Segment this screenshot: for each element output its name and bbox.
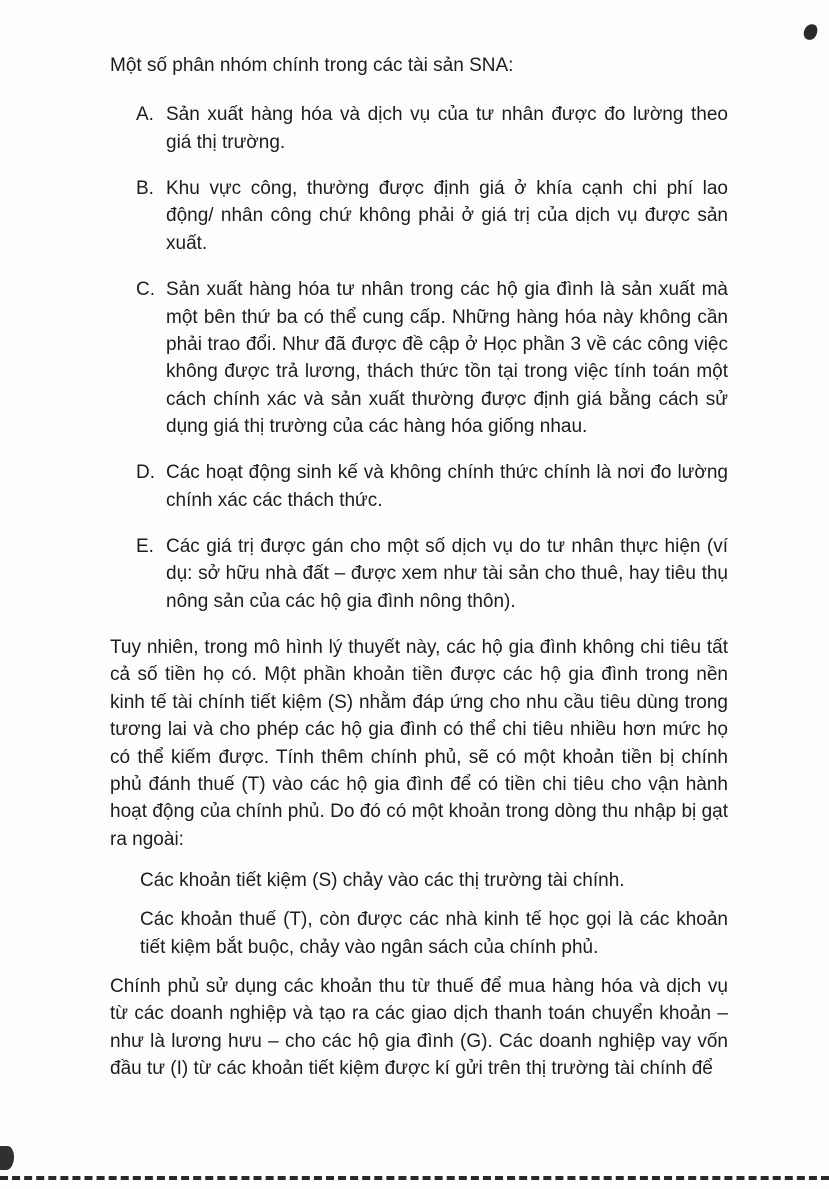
list-item-label: B.	[136, 178, 154, 200]
list-item-text: Các giá trị được gán cho một số dịch vụ do tư nhân thực hiện (ví dụ: sở hữu nhà đất – được xem như tài sản cho thuê, hay tiêu thụ nông sản của các hộ gia đình nông thôn).	[166, 536, 728, 612]
list-item-text: Sản xuất hàng hóa và dịch vụ của tư nhân được đo lường theo giá thị trường.	[166, 104, 728, 153]
list-item-c	[136, 276, 728, 440]
indented-paragraph-taxes: Các khoản thuế (T), còn được các nhà kinh tế học gọi là các khoản tiết kiệm bắt buộc, chảy vào ngân sách của chính phủ.	[140, 909, 728, 958]
list-item-d	[136, 459, 728, 514]
scan-artifact-top-right	[802, 23, 818, 41]
indented-paragraph-savings: Các khoản tiết kiệm (S) chảy vào các thị trường tài chính.	[140, 869, 625, 891]
list-item-label: D.	[136, 462, 155, 484]
list-item-a	[136, 101, 728, 156]
list-item-text: Các hoạt động sinh kế và không chính thức chính là nơi đo lường chính xác các thách thức.	[166, 462, 728, 511]
paragraph-savings-taxes: Tuy nhiên, trong mô hình lý thuyết này, các hộ gia đình không chi tiêu tất cả số tiền họ có. Một phần khoản tiền được các hộ gia đình trong nền kinh tế tài chính tiết kiệm (S) nhằm đáp ứng cho nhu cầu tiêu dùng trong tương lai và cho phép các hộ gia đình có thể chi tiêu nhiều hơn mức họ có thể kiếm được. Tính thêm chính phủ, sẽ có một khoản tiền bị chính phủ đánh thuế (T) vào các hộ gia đình để có tiền chi tiêu cho vận hành hoạt động của chính phủ. Do đó có một khoản trong dòng thu nhập bị gạt ra ngoài:	[110, 637, 728, 850]
intro-paragraph: Một số phân nhóm chính trong các tài sản SNA:	[110, 55, 514, 76]
list-item-label: C.	[136, 279, 155, 301]
list-item-e	[136, 533, 728, 615]
scan-artifact-bottom-dashed-line	[0, 1176, 829, 1180]
scan-artifact-bottom-left	[0, 1146, 14, 1170]
page-content	[110, 52, 728, 1083]
list-item-label: E.	[136, 536, 154, 558]
list-item-label: A.	[136, 104, 154, 126]
list-item-text: Khu vực công, thường được định giá ở khía cạnh chi phí lao động/ nhân công chứ không phải ở giá trị của dịch vụ được sản xuất.	[166, 178, 728, 254]
paragraph-government-spending: Chính phủ sử dụng các khoản thu từ thuế để mua hàng hóa và dịch vụ từ các doanh nghiệp và tạo ra các giao dịch thanh toán chuyển khoản – như là lương hưu – cho các hộ gia đình (G). Các doanh nghiệp vay vốn đầu tư (I) từ các khoản tiết kiệm được kí gửi trên thị trường tài chính để	[110, 976, 728, 1080]
list-item-b	[136, 175, 728, 257]
lettered-list	[136, 101, 728, 615]
list-item-text: Sản xuất hàng hóa tư nhân trong các hộ gia đình là sản xuất mà một bên thứ ba có thể cung cấp. Những hàng hóa này không cần phải trao đổi. Như đã được đề cập ở Học phần 3 về các công việc không được trả lương, thách thức tồn tại trong việc tính toán một cách chính xác và sản xuất thường được định giá bằng cách sử dụng giá thị trường của các hàng hóa giống nhau.	[166, 279, 728, 437]
